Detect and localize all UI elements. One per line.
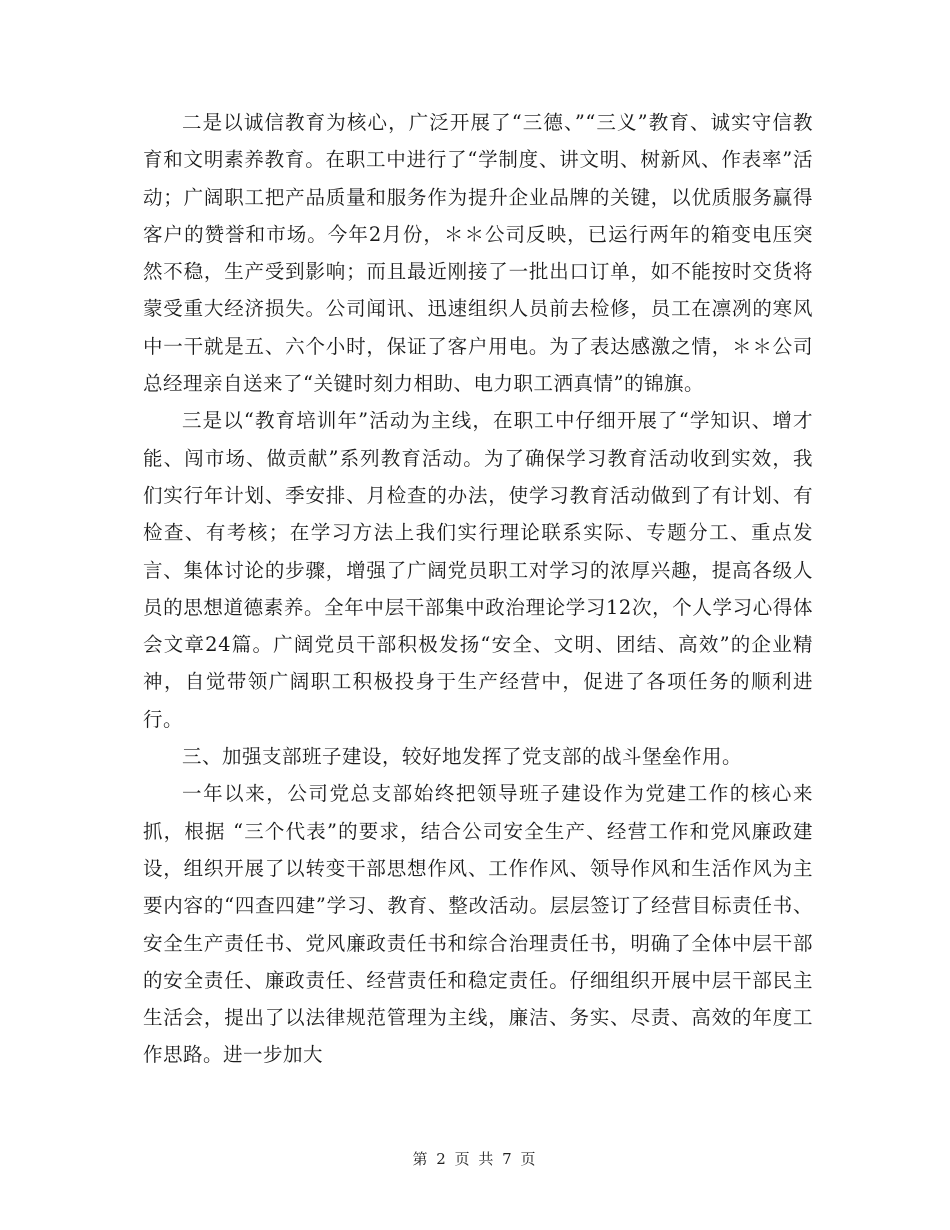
- section-heading-branch-building: 三、加强支部班子建设，较好地发挥了党支部的战斗堡垒作用。: [182, 745, 743, 769]
- page-number-footer: 第 2 页 共 7 页: [412, 1150, 538, 1168]
- document-body: [143, 104, 813, 1074]
- paragraph-integrity-education: 二是以诚信教育为核心，广泛开展了“三德、”“三义”教育、诚实守信教育和文明素养教育。在职工中进行了“学制度、讲文明、树新风、作表率”活动；广阔职工把产品质量和服务作为提升企业品牌的关键，以优质服务赢得客户的赞誉和市场。今年2月份，＊＊公司反映，已运行两年的箱变电压突然不稳，生产受到影响；而且最近刚接了一批出口订单，如不能按时交货将蒙受重大经济损失。公司闻讯、迅速组织人员前去检修，员工在凛冽的寒风中一干就是五、六个小时，保证了客户用电。为了表达感激之情，＊＊公司总经理亲自送来了“关键时刻力相助、电力职工洒真情”的锦旗。: [143, 111, 813, 396]
- paragraph-training-year: 三是以“教育培训年”活动为主线，在职工中仔细开展了“学知识、增才能、闯市场、做贡献”系列教育活动。为了确保学习教育活动收到实效，我们实行年计划、季安排、月检查的办法，使学习教育活动做到了有计划、有检查、有考核；在学习方法上我们实行理论联系实际、专题分工、重点发言、集体讨论的步骤，增强了广阔党员职工对学习的浓厚兴趣，提高各级人员的思想道德素养。全年中层干部集中政治理论学习12次，个人学习心得体会文章24篇。广阔党员干部积极发扬“安全、文明、团结、高效”的企业精神，自觉带领广阔职工积极投身于生产经营中，促进了各项任务的顺利进行。: [143, 409, 813, 731]
- paragraph-leadership-building: 一年以来，公司党总支部始终把领导班子建设作为党建工作的核心来抓，根据 “三个代表”的要求，结合公司安全生产、经营工作和党风廉政建设，组织开展了以转变干部思想作风、工作作风、领导作风和生活作风为主要内容的“四查四建”学习、教育、整改活动。层层签订了经营目标责任书、安全生产责任书、党风廉政责任书和综合治理责任书，明确了全体中层干部的安全责任、廉政责任、经营责任和稳定责任。仔细组织开展中层干部民主生活会，提出了以法律规范管理为主线，廉洁、务实、尽责、高效的年度工作思路。进一步加大: [143, 782, 813, 1067]
